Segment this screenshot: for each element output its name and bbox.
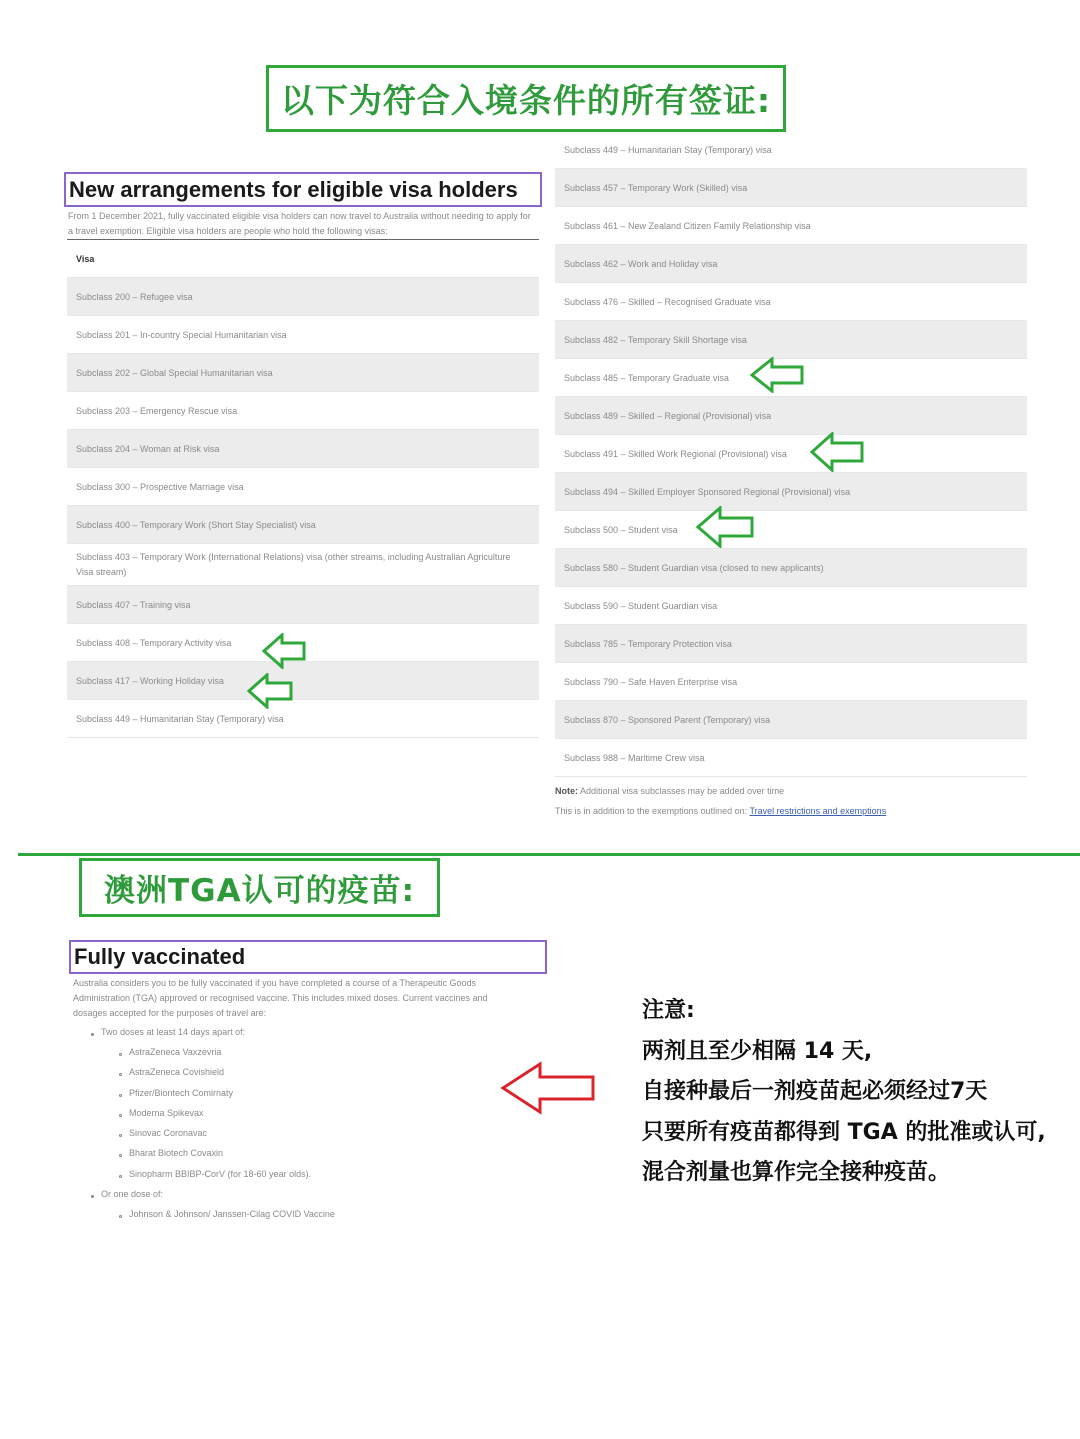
- cn-note-line: 自接种最后一剂疫苗起必须经过7天: [642, 1079, 988, 1104]
- cn-note-title: 注意:: [642, 998, 695, 1023]
- table-row: Subclass 790 – Safe Haven Enterprise visa: [555, 663, 1027, 701]
- table-row: Subclass 300 – Prospective Marriage visa: [67, 468, 539, 506]
- visa-intro: From 1 December 2021, fully vaccinated eligible visa holders can now travel to Australia without needing to apply for a travel exemption. Eligible visa holders are people who hold the following visas:: [68, 211, 531, 236]
- exemption-note: [555, 806, 886, 816]
- table-row: Subclass 785 – Temporary Protection visa: [555, 625, 1027, 663]
- table-row: Subclass 400 – Temporary Work (Short Stay Specialist) visa: [67, 506, 539, 544]
- list-item: Bharat Biotech Covaxin: [129, 1148, 224, 1158]
- bullet-icon: [91, 1033, 94, 1036]
- table-row: Subclass 988 – Maritime Crew visa: [555, 739, 1027, 777]
- bullet-icon: [119, 1073, 122, 1076]
- table-row: Subclass 408 – Temporary Activity visa: [67, 624, 539, 662]
- bullet-icon: [119, 1154, 122, 1157]
- table-row: Subclass 200 – Refugee visa: [67, 278, 539, 316]
- list-item: AstraZeneca Vaxzevria: [129, 1047, 222, 1057]
- bullet-icon: [119, 1094, 122, 1097]
- vaccine-heading: Fully vaccinated: [69, 940, 547, 974]
- list-item: Johnson & Johnson/ Janssen-Cilag COVID Vaccine: [129, 1209, 335, 1219]
- list-item: Sinopharm BBIBP-CorV (for 18-60 year olds).: [129, 1169, 312, 1179]
- bullet-icon: [91, 1195, 94, 1198]
- bullet-icon: [119, 1114, 122, 1117]
- table-row: Subclass 476 – Skilled – Recognised Graduate visa: [555, 283, 1027, 321]
- table-row: Subclass 590 – Student Guardian visa: [555, 587, 1027, 625]
- green-arrow-icon: [750, 357, 804, 393]
- cn-note-line: 只要所有疫苗都得到 TGA 的批准或认可,: [642, 1120, 1046, 1145]
- bullet-icon: [119, 1215, 122, 1218]
- bullet-icon: [119, 1134, 122, 1137]
- table-row: Subclass 449 – Humanitarian Stay (Temporary) visa: [67, 700, 539, 738]
- green-arrow-icon: [262, 633, 306, 669]
- table-row: Subclass 485 – Temporary Graduate visa: [555, 359, 1027, 397]
- section-divider: [18, 853, 1080, 856]
- two-doses-label: Two doses at least 14 days apart of:: [101, 1027, 246, 1037]
- vaccine-intro: Australia considers you to be fully vaccinated if you have completed a course of a Therapeutic Goods Administration (TGA) approved or recognised vaccine. This includes mixed doses. Current vaccines and dosages accepted for the purposes of travel are:: [73, 978, 488, 1018]
- green-arrow-icon: [247, 673, 293, 709]
- visa-heading: New arrangements for eligible visa holders: [64, 172, 542, 207]
- table-row: Subclass 482 – Temporary Skill Shortage visa: [555, 321, 1027, 359]
- table-row: Subclass 204 – Woman at Risk visa: [67, 430, 539, 468]
- vaccine-section-title: 澳洲TGA认可的疫苗:: [79, 858, 440, 917]
- list-item: AstraZeneca Covishield: [129, 1067, 225, 1077]
- table-row: Subclass 201 – In-country Special Humanitarian visa: [67, 316, 539, 354]
- list-item: Sinovac Coronavac: [129, 1128, 208, 1138]
- green-arrow-icon: [696, 506, 754, 548]
- red-arrow-icon: [500, 1061, 596, 1115]
- table-row: Subclass 462 – Work and Holiday visa: [555, 245, 1027, 283]
- cn-note-line: 混合剂量也算作完全接种疫苗。: [642, 1160, 951, 1185]
- table-row: Subclass 489 – Skilled – Regional (Provisional) visa: [555, 397, 1027, 435]
- table-row: Subclass 457 – Temporary Work (Skilled) visa: [555, 169, 1027, 207]
- table-row: Subclass 580 – Student Guardian visa (closed to new applicants): [555, 549, 1027, 587]
- table-header: Visa: [67, 240, 539, 278]
- one-dose-label: Or one dose of:: [101, 1189, 164, 1199]
- table-row: Subclass 202 – Global Special Humanitarian visa: [67, 354, 539, 392]
- green-arrow-icon: [810, 432, 864, 472]
- exemption-link[interactable]: Travel restrictions and exemptions: [749, 806, 887, 816]
- table-row: Subclass 461 – New Zealand Citizen Family Relationship visa: [555, 207, 1027, 245]
- table-row: Subclass 491 – Skilled Work Regional (Provisional) visa: [555, 435, 1027, 473]
- table-row: Subclass 203 – Emergency Rescue visa: [67, 392, 539, 430]
- list-item: Moderna Spikevax: [129, 1108, 204, 1118]
- visa-note: [555, 786, 784, 796]
- cn-note-line: 两剂且至少相隔 14 天,: [642, 1039, 873, 1064]
- table-row: Subclass 417 – Working Holiday visa: [67, 662, 539, 700]
- table-row: Subclass 500 – Student visa: [555, 511, 1027, 549]
- table-row: Subclass 403 – Temporary Work (International Relations) visa (other streams, including Australian Agriculture Visa stream): [67, 544, 539, 586]
- visa-section-title: 以下为符合入境条件的所有签证:: [266, 65, 786, 132]
- table-row: Subclass 449 – Humanitarian Stay (Temporary) visa: [555, 131, 1027, 169]
- table-row: Subclass 407 – Training visa: [67, 586, 539, 624]
- exemption-text: This is in addition to the exemptions outlined on:: [555, 806, 748, 816]
- note-text: Additional visa subclasses may be added over time: [580, 786, 785, 796]
- table-row: Subclass 494 – Skilled Employer Sponsored Regional (Provisional) visa: [555, 473, 1027, 511]
- table-row: Subclass 870 – Sponsored Parent (Temporary) visa: [555, 701, 1027, 739]
- list-item: Pfizer/Biontech Comirnaty: [129, 1088, 234, 1098]
- bullet-icon: [119, 1053, 122, 1056]
- visa-table-right: [555, 131, 1027, 777]
- bullet-icon: [119, 1175, 122, 1178]
- note-label: Note:: [555, 786, 578, 796]
